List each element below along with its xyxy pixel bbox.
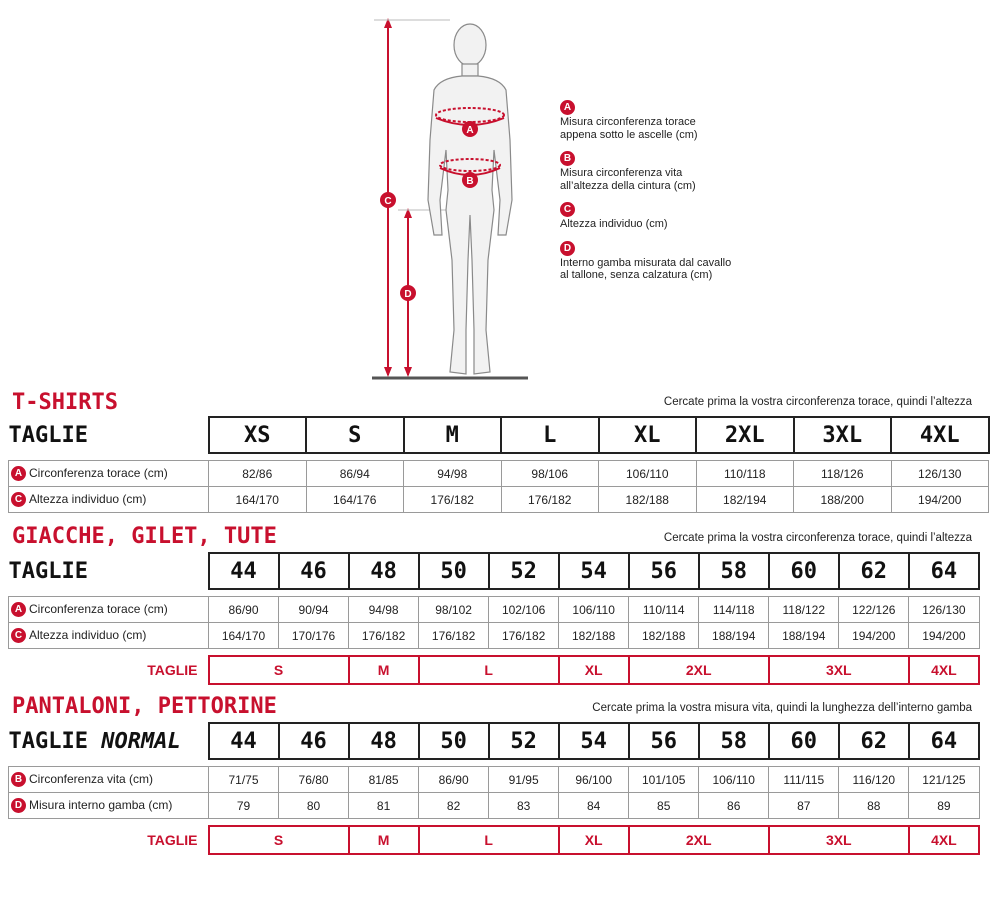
value-cell: 81 <box>349 793 419 819</box>
value-cell: 164/170 <box>209 623 279 649</box>
value-cell: 90/94 <box>279 597 349 623</box>
row-label <box>9 793 209 819</box>
value-cell: 122/126 <box>839 597 909 623</box>
value-cell: 84 <box>559 793 629 819</box>
value-cell: 188/194 <box>699 623 769 649</box>
badge-b: B <box>11 772 26 787</box>
value-cell: 81/85 <box>349 767 419 793</box>
legend-item-a <box>560 100 800 141</box>
taglie-suffix: NORMAL <box>101 728 181 754</box>
size-cell: 60 <box>769 553 839 589</box>
row-label-text: Circonferenza torace (cm) <box>29 465 168 480</box>
value-cell: 89 <box>909 793 979 819</box>
value-cell: 176/182 <box>489 623 559 649</box>
value-cell: 85 <box>629 793 699 819</box>
size-cell: 46 <box>279 723 349 759</box>
row-label <box>9 623 209 649</box>
badge-a: A <box>11 602 26 617</box>
value-cell: 164/176 <box>306 487 404 513</box>
value-cell: 94/98 <box>349 597 419 623</box>
value-cell: 102/106 <box>489 597 559 623</box>
row-label-text: Misura interno gamba (cm) <box>29 797 173 812</box>
size-cell: 50 <box>419 553 489 589</box>
taglie-group-label: TAGLIE <box>147 832 198 848</box>
value-cell: 182/194 <box>696 487 794 513</box>
pantaloni-table <box>8 722 980 855</box>
svg-text:D: D <box>404 289 412 300</box>
value-cell: 176/182 <box>349 623 419 649</box>
value-cell: 194/200 <box>839 623 909 649</box>
size-group: XL <box>559 656 629 684</box>
legend-text-a: Misura circonferenza torace appena sotto le ascelle (cm) <box>560 116 698 141</box>
tshirts-note: Cercate prima la vostra circonferenza torace, quindi l’altezza <box>663 396 972 408</box>
table-row <box>9 793 980 819</box>
size-cell: 64 <box>909 723 979 759</box>
measurement-legend <box>560 100 800 292</box>
value-cell: 164/170 <box>209 487 307 513</box>
size-cell: 60 <box>769 723 839 759</box>
value-cell: 79 <box>209 793 279 819</box>
giacche-table <box>8 552 980 685</box>
size-cell: 56 <box>629 723 699 759</box>
value-cell: 96/100 <box>559 767 629 793</box>
svg-text:B: B <box>466 176 474 187</box>
value-cell: 87 <box>769 793 839 819</box>
value-cell: 83 <box>489 793 559 819</box>
pantaloni-size-row <box>9 723 980 759</box>
value-cell: 86/94 <box>306 461 404 487</box>
value-cell: 86/90 <box>419 767 489 793</box>
value-cell: 176/182 <box>501 487 599 513</box>
size-cell: 3XL <box>794 417 892 453</box>
row-label <box>9 461 209 487</box>
size-cell: 54 <box>559 723 629 759</box>
value-cell: 98/102 <box>419 597 489 623</box>
value-cell: 121/125 <box>909 767 979 793</box>
badge-c: C <box>11 492 26 507</box>
value-cell: 82 <box>419 793 489 819</box>
size-cell: 48 <box>349 723 419 759</box>
size-cell: 50 <box>419 723 489 759</box>
value-cell: 111/115 <box>769 767 839 793</box>
badge-a: A <box>560 100 575 115</box>
value-cell: 194/200 <box>909 623 979 649</box>
size-cell: 62 <box>839 553 909 589</box>
value-cell: 170/176 <box>279 623 349 649</box>
size-group: M <box>349 826 419 854</box>
table-row <box>9 461 989 487</box>
tshirts-table <box>8 416 990 513</box>
size-cell: 44 <box>209 553 279 589</box>
taglie-label-text: TAGLIE <box>8 728 88 754</box>
giacche-title: GIACCHE, GILET, TUTE <box>12 524 277 549</box>
size-cell: 58 <box>699 553 769 589</box>
badge-c: C <box>560 202 575 217</box>
row-label-text: Altezza individuo (cm) <box>29 491 147 506</box>
size-group: S <box>209 826 349 854</box>
badge-a: A <box>11 466 26 481</box>
legend-item-d <box>560 241 800 282</box>
taglie-group-label: TAGLIE <box>147 662 198 678</box>
value-cell: 182/188 <box>629 623 699 649</box>
value-cell: 114/118 <box>699 597 769 623</box>
size-cell: 2XL <box>696 417 794 453</box>
value-cell: 101/105 <box>629 767 699 793</box>
badge-d: D <box>11 798 26 813</box>
row-label-text: Circonferenza vita (cm) <box>29 771 154 786</box>
size-group: M <box>349 656 419 684</box>
value-cell: 80 <box>279 793 349 819</box>
table-row <box>9 767 980 793</box>
row-label-text: Altezza individuo (cm) <box>29 627 147 642</box>
giacche-size-row <box>9 553 980 589</box>
size-cell: 64 <box>909 553 979 589</box>
giacche-note: Cercate prima la vostra circonferenza torace, quindi l’altezza <box>663 532 972 544</box>
size-cell: 4XL <box>891 417 989 453</box>
value-cell: 118/126 <box>794 461 892 487</box>
taglie-label <box>9 723 209 759</box>
value-cell: 188/200 <box>794 487 892 513</box>
size-group: 4XL <box>909 826 979 854</box>
value-cell: 71/75 <box>209 767 279 793</box>
row-label <box>9 767 209 793</box>
size-cell: 56 <box>629 553 699 589</box>
value-cell: 86/90 <box>209 597 279 623</box>
value-cell: 106/110 <box>559 597 629 623</box>
size-group: 2XL <box>629 826 769 854</box>
value-cell: 188/194 <box>769 623 839 649</box>
value-cell: 94/98 <box>404 461 502 487</box>
pantaloni-note: Cercate prima la vostra misura vita, quindi la lunghezza dell’interno gamba <box>592 702 972 714</box>
legend-item-c <box>560 202 800 231</box>
legend-text-d: Interno gamba misurata dal cavallo al tallone, senza calzatura (cm) <box>560 256 732 281</box>
size-group: L <box>419 826 559 854</box>
value-cell: 194/200 <box>891 487 989 513</box>
value-cell: 106/110 <box>699 767 769 793</box>
size-group: 3XL <box>769 826 909 854</box>
value-cell: 98/106 <box>501 461 599 487</box>
size-cell: 62 <box>839 723 909 759</box>
badge-d: D <box>560 241 575 256</box>
size-group: L <box>419 656 559 684</box>
value-cell: 116/120 <box>839 767 909 793</box>
size-cell: 52 <box>489 553 559 589</box>
size-cell: XL <box>599 417 697 453</box>
taglie-label: TAGLIE <box>8 558 88 584</box>
row-label <box>9 597 209 623</box>
legend-item-b <box>560 151 800 192</box>
size-group: 3XL <box>769 656 909 684</box>
row-label <box>9 487 209 513</box>
value-cell: 106/110 <box>599 461 697 487</box>
tshirts-size-row <box>9 417 989 453</box>
badge-c: C <box>11 628 26 643</box>
taglie-label: TAGLIE <box>8 422 88 448</box>
value-cell: 76/80 <box>279 767 349 793</box>
table-row <box>9 597 980 623</box>
table-row <box>9 487 989 513</box>
size-group: 2XL <box>629 656 769 684</box>
size-cell: 46 <box>279 553 349 589</box>
svg-text:C: C <box>384 196 392 207</box>
row-label-text: Circonferenza torace (cm) <box>29 601 168 616</box>
size-cell: L <box>501 417 599 453</box>
svg-text:A: A <box>466 125 474 136</box>
tshirts-title: T-SHIRTS <box>12 390 118 415</box>
legend-text-c: Altezza individuo (cm) <box>560 218 668 230</box>
value-cell: 182/188 <box>559 623 629 649</box>
size-cell: 54 <box>559 553 629 589</box>
value-cell: 91/95 <box>489 767 559 793</box>
size-group: XL <box>559 826 629 854</box>
value-cell: 126/130 <box>891 461 989 487</box>
size-group: 4XL <box>909 656 979 684</box>
size-cell: XS <box>209 417 307 453</box>
body-measurement-figure <box>360 0 550 385</box>
value-cell: 182/188 <box>599 487 697 513</box>
value-cell: 126/130 <box>909 597 979 623</box>
value-cell: 110/114 <box>629 597 699 623</box>
legend-text-b: Misura circonferenza vita all’altezza della cintura (cm) <box>560 167 696 192</box>
size-cell: 48 <box>349 553 419 589</box>
table-row <box>9 623 980 649</box>
size-cell: M <box>404 417 502 453</box>
value-cell: 82/86 <box>209 461 307 487</box>
value-cell: 176/182 <box>419 623 489 649</box>
size-cell: 44 <box>209 723 279 759</box>
value-cell: 110/118 <box>696 461 794 487</box>
pantaloni-title: PANTALONI, PETTORINE <box>12 694 277 719</box>
size-group: S <box>209 656 349 684</box>
size-cell: 58 <box>699 723 769 759</box>
size-group-row <box>9 826 980 854</box>
value-cell: 176/182 <box>404 487 502 513</box>
value-cell: 86 <box>699 793 769 819</box>
badge-b: B <box>560 151 575 166</box>
value-cell: 88 <box>839 793 909 819</box>
size-group-row <box>9 656 980 684</box>
size-cell: 52 <box>489 723 559 759</box>
size-cell: S <box>306 417 404 453</box>
value-cell: 118/122 <box>769 597 839 623</box>
